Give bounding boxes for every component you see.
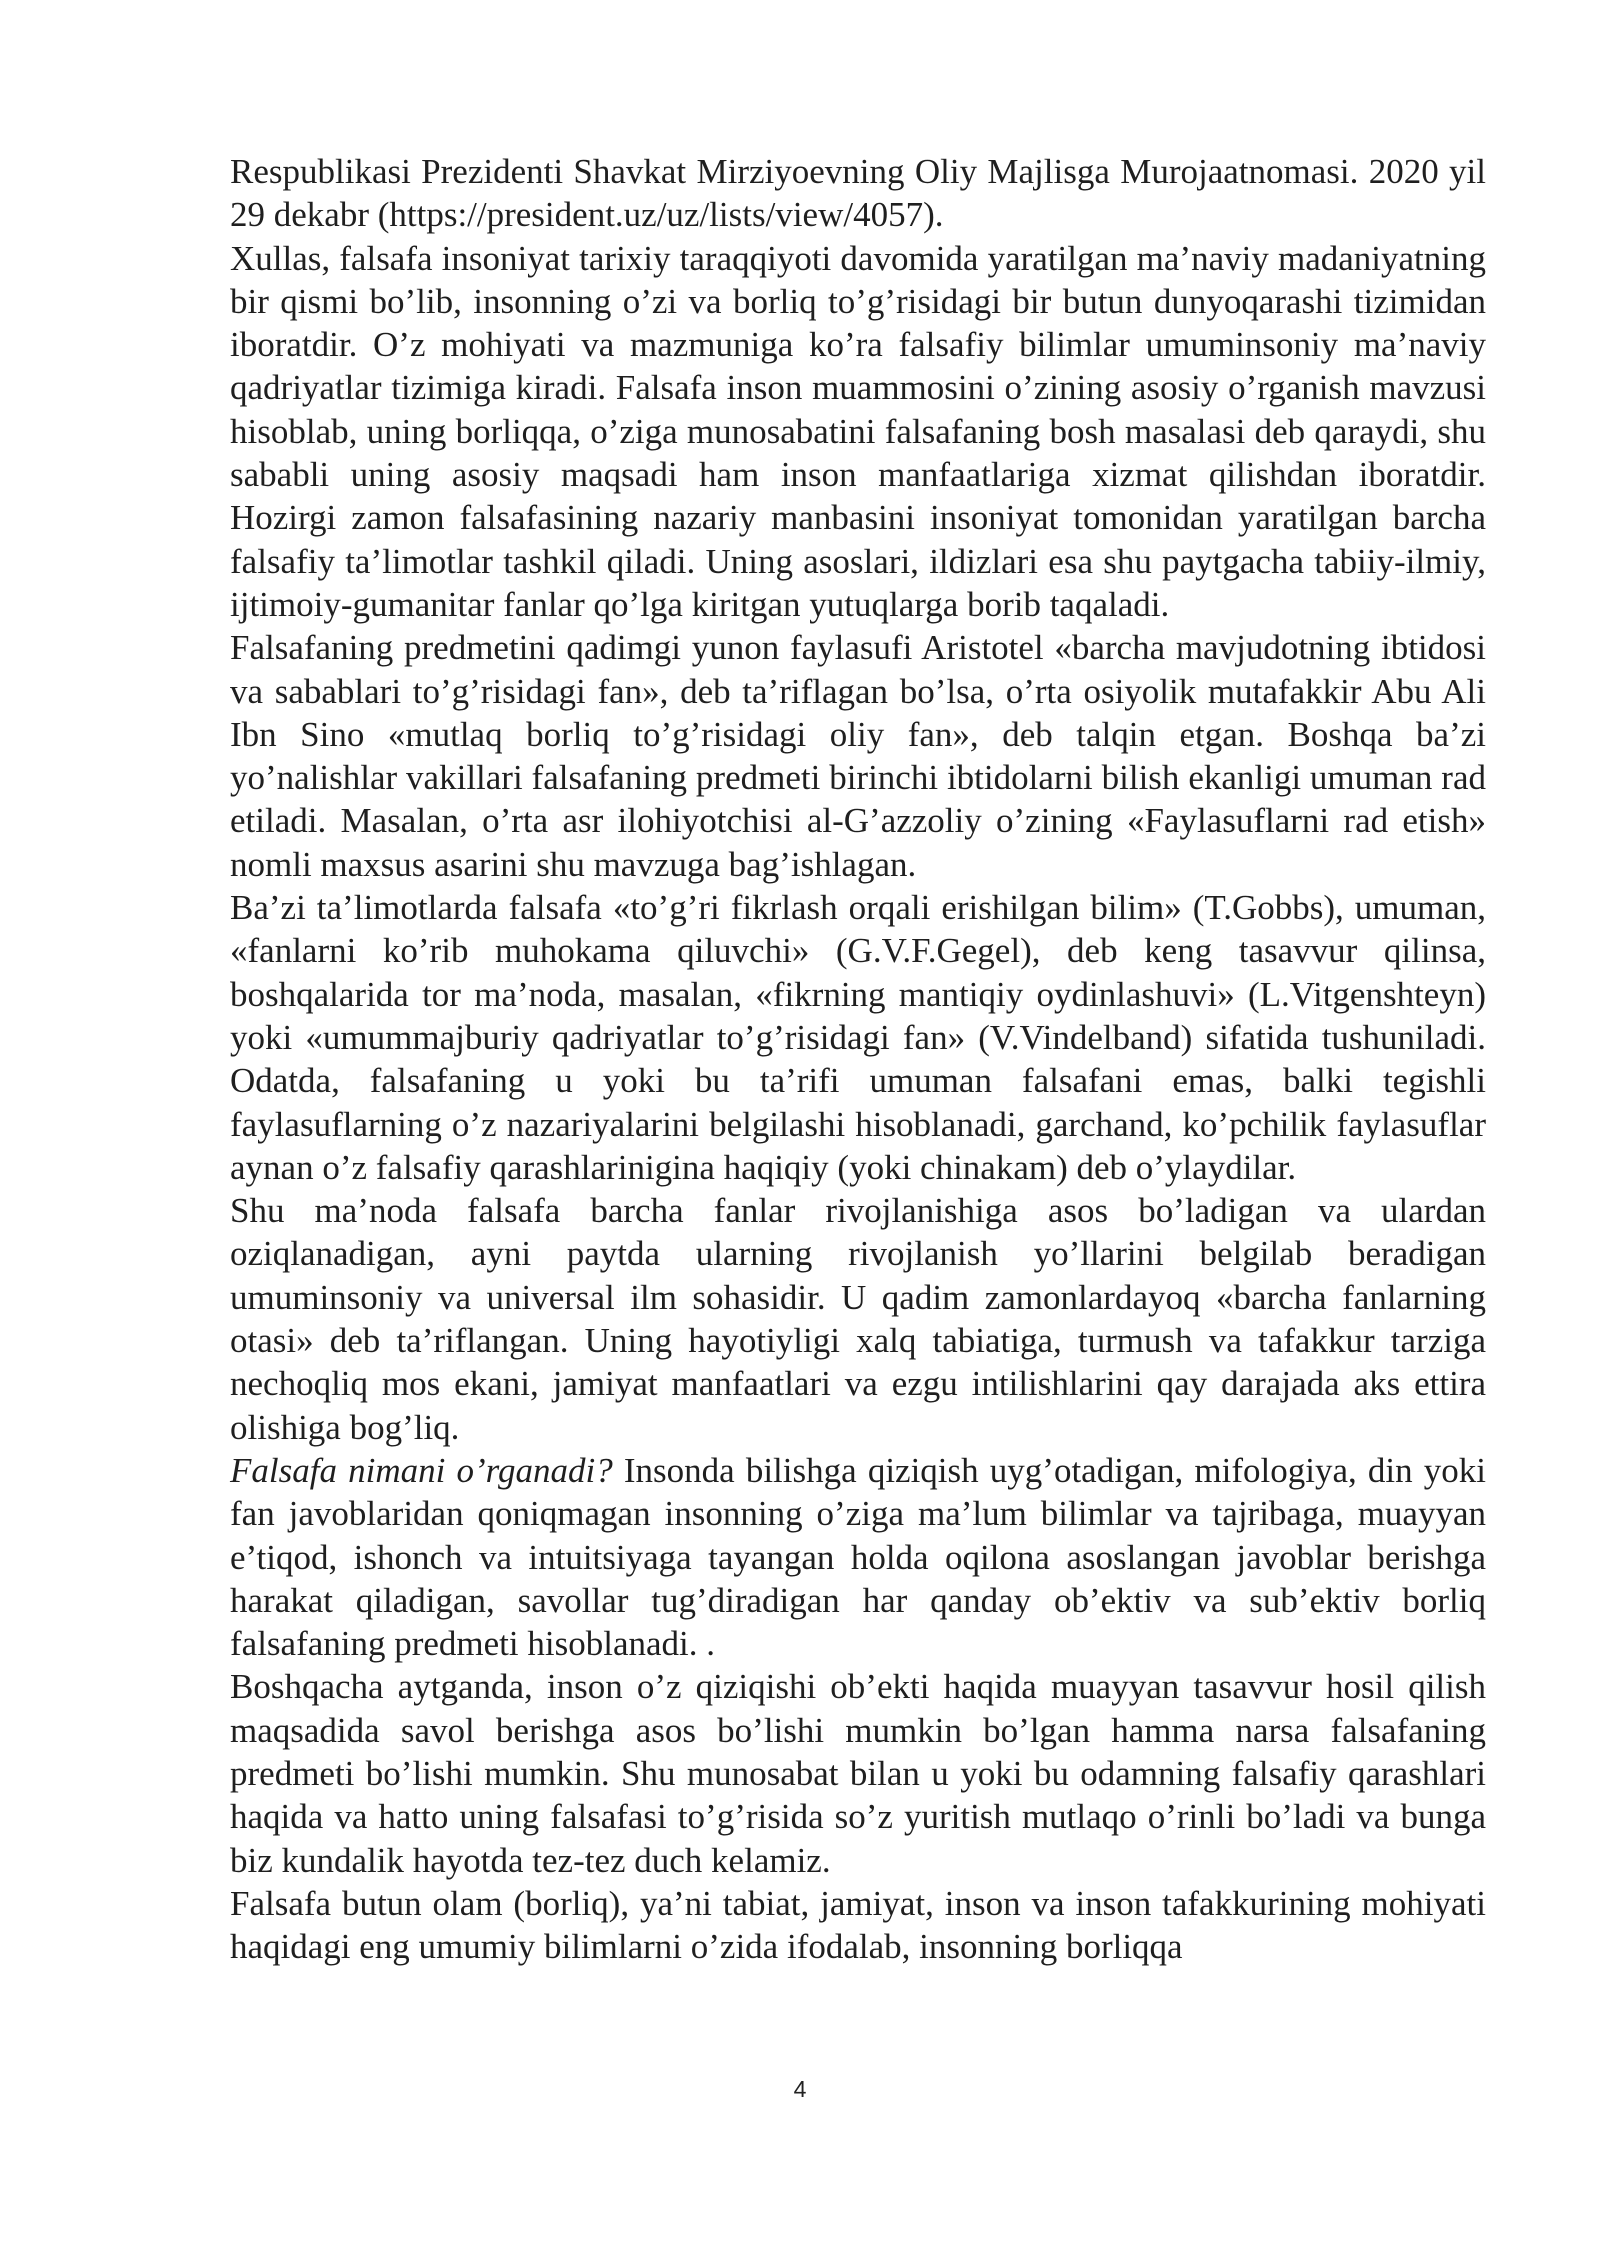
paragraph-in-other-words (230, 1665, 1486, 1881)
page-number: 4 (793, 2076, 807, 2102)
paragraph-text: Boshqacha aytganda, inson o’z qiziqishi ob’ekti haqida muayyan tasavvur hosil qilish maqsadida savol berishga asos bo’lishi mumkin bo’lgan hamma narsa falsafaning predmeti bo’lishi mumkin. Shu munosabat bilan u yoki bu odamning falsafiy qarashlari haqida va hatto uning falsafasi to’g’risida so’z yuritish mutlaqo o’rinli bo’ladi va bunga biz kundalik hayotda tez-tez duch kelamiz. (230, 1667, 1486, 1880)
paragraph-text: Respublikasi Prezidenti Shavkat Mirziyoevning Oliy Majlisga Murojaatnomasi. 2020 yil 29 dekabr (https://president.uz/uz/lists/view/4057). (230, 152, 1486, 235)
paragraph-text: Falsafaning predmetini qadimgi yunon faylasufi Aristotel «barcha mavjudotning ibtidosi va sabablari to’g’risidagi fan», deb ta’riflagan bo’lsa, o’rta osiyolik mutafakkir Abu Ali Ibn Sino «mutlaq borliq to’g’risidagi oliy fan», deb talqin etgan. Boshqa ba’zi yo’nalishlar vakillari falsafaning predmeti birinchi ibtidolarni bilish ekanligi umuman rad etiladi. Masalan, o’rta asr ilohiyotchisi al-G’azzoliy o’zining «Faylasuflarni rad etish» nomli maxsus asarini shu mavzuga bag’ishlagan. (230, 628, 1486, 884)
paragraph-philosophy-definitions (230, 886, 1486, 1189)
italic-question-heading: Falsafa nimani o’rganadi? (230, 1450, 613, 1490)
paragraph-text: Falsafa butun olam (borliq), ya’ni tabiat, jamiyat, inson va inson tafakkurining mohiyati haqidagi eng umumiy bilimlarni o’zida ifodalab, insonning borliqqa (230, 1883, 1486, 1967)
paragraph-universal-science (230, 1189, 1486, 1449)
paragraph-whole-world (230, 1882, 1486, 1969)
paragraph-philosophy-summary (230, 237, 1486, 627)
paragraph-text: Xullas, falsafa insoniyat tarixiy taraqqiyoti davomida yaratilgan ma’naviy madaniyatning bir qismi bo’lib, insonning o’zi va borliq to’g’risidagi bir butun dunyoqarashi tizimidan iboratdir. O’z mohiyati va mazmuniga ko’ra falsafiy bilimlar umuminsoniy ma’naviy qadriyatlar tizimiga kiradi. Falsafa inson muammosini o’zining asosiy o’rganish mavzusi hisoblab, uning borliqqa, o’ziga munosabatini falsafaning bosh masalasi deb qaraydi, shu sababli uning asosiy maqsadi ham inson manfaatlariga xizmat qilishdan iboratdir. Hozirgi zamon falsafasining nazariy manbasini insoniyat tomonidan yaratilgan barcha falsafiy ta’limotlar tashkil qiladi. Uning asoslari, ildizlari esa shu paytgacha tabiiy-ilmiy, ijtimoiy-gumanitar fanlar qo’lga kiritgan yutuqlarga borib taqaladi. (230, 238, 1486, 624)
paragraph-what-philosophy-studies (230, 1449, 1486, 1665)
paragraph-text: Ba’zi ta’limotlarda falsafa «to’g’ri fikrlash orqali erishilgan bilim» (T.Gobbs), umuman, «fanlarni ko’rib muhokama qiluvchi» (G.V.F.Gegel), deb keng tasavvur qilinsa, boshqalarida tor ma’noda, masalan, «fikrning mantiqiy oydinlashuvi» (L.Vitgenshteyn) yoki «umummajburiy qadriyatlar to’g’risidagi fan» (V.Vindelband) sifatida tushuniladi. Odatda, falsafaning u yoki bu ta’rifi umuman falsafani emas, balki tegishli faylasuflarning o’z nazariyalarini belgilashi hisoblanadi, garchand, ko’pchilik faylasuflar aynan o’z falsafiy qarashlarinigina haqiqiy (yoki chinakam) deb o’ylaydilar. (230, 888, 1486, 1187)
paragraph-text: Shu ma’noda falsafa barcha fanlar rivojlanishiga asos bo’ladigan va ulardan oziqlanadigan, ayni paytda ularning rivojlanish yo’llarini belgilab beradigan umuminsoniy va universal ilm sohasidir. U qadim zamonlardayoq «barcha fanlarning otasi» deb ta’riflangan. Uning hayotiyligi xalq tabiatiga, turmush va tafakkur tarziga nechoqliq mos ekani, jamiyat manfaatlari va ezgu intilishlarini qay darajada aks ettira olishiga bog’liq. (230, 1191, 1486, 1447)
paragraph-text: Insonda bilishga qiziqish uyg’otadigan, mifologiya, din yoki fan javoblaridan qoniqmagan insonning o’ziga ma’lum bilimlar va tajribaga, muayyan e’tiqod, ishonch va intuitsiyaga tayangan holda oqilona asoslangan javoblar berishga harakat qiladigan, savollar tug’diradigan har qanday ob’ektiv va sub’ektiv borliq falsafaning predmeti hisoblanadi. . (230, 1450, 1486, 1664)
paragraph-citation (230, 150, 1486, 237)
document-page-body (230, 150, 1486, 1968)
paragraph-philosophy-subject (230, 626, 1486, 886)
